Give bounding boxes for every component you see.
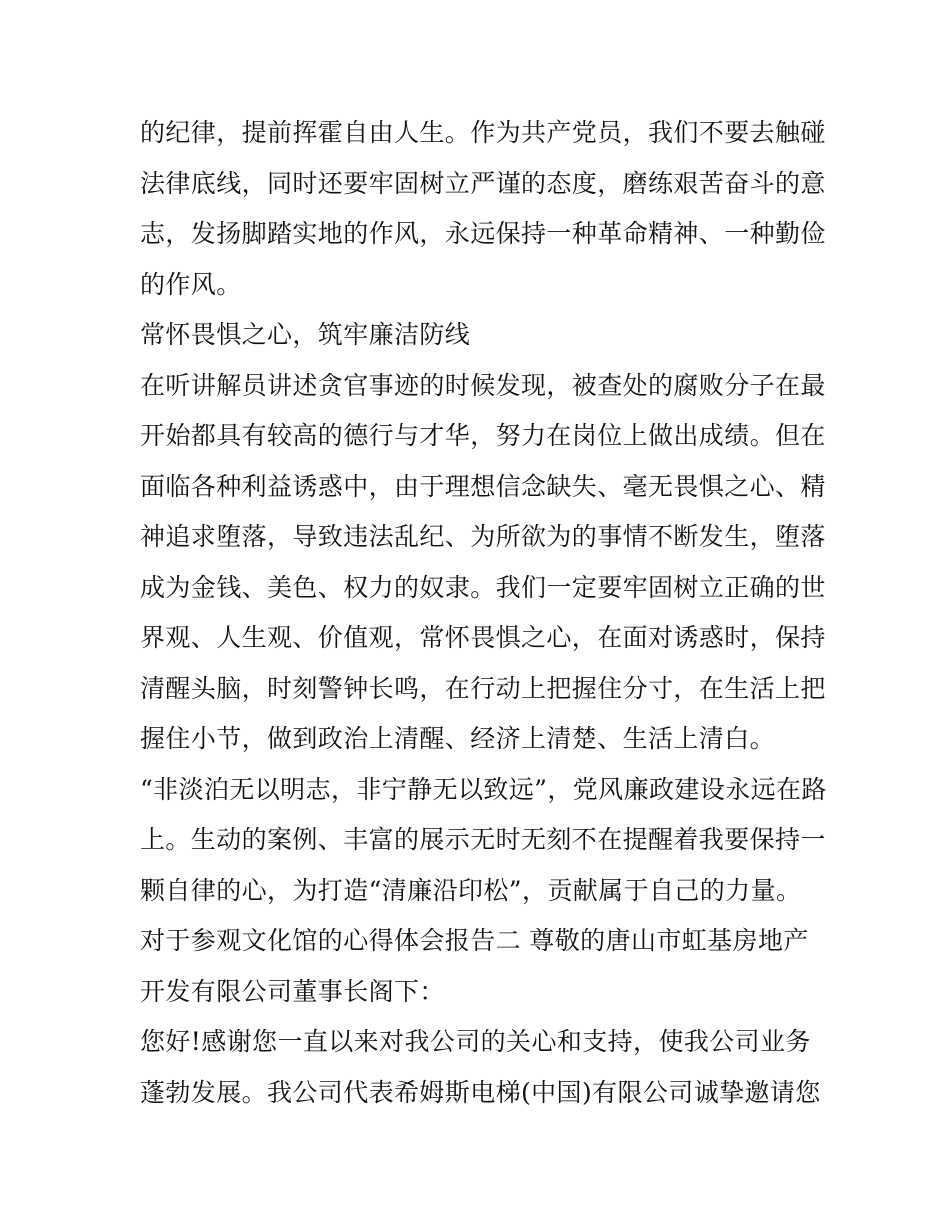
- text-line: 的作风。: [140, 269, 242, 299]
- text-line: 蓬勃发展。我公司代表希姆斯电梯(中国)有限公司诚挚邀请您: [140, 1077, 821, 1107]
- text-line: 对于参观文化馆的心得体会报告二 尊敬的唐山市虹基房地产: [140, 926, 809, 955]
- text-line: 神追求堕落，导致违法乱纪、为所欲为的事情不断发生，堕落: [140, 522, 826, 551]
- section-heading: 常怀畏惧之心，筑牢廉洁防线: [140, 320, 471, 349]
- text-line: 开发有限公司董事长阁下：: [140, 976, 445, 1006]
- text-line: 面临各种利益诱惑中，由于理想信念缺失、毫无畏惧之心、精: [140, 471, 826, 501]
- text-line: 您好!感谢您一直以来对我公司的关心和支持，使我公司业务: [140, 1027, 811, 1056]
- text-line: 法律底线，同时还要牢固树立严谨的态度，磨练艰苦奋斗的意: [140, 168, 826, 198]
- document-body: [140, 108, 827, 1118]
- text-line: 颗自律的心，为打造“清廉沿印松”，贡献属于自己的力量。: [140, 875, 802, 905]
- text-line: 握住小节，做到政治上清醒、经济上清楚、生活上清白。: [140, 724, 776, 753]
- text-line: 志，发扬脚踏实地的作风，永远保持一种革命精神、一种勤俭: [140, 219, 826, 248]
- text-line: 开始都具有较高的德行与才华，努力在岗位上做出成绩。但在: [140, 421, 826, 450]
- text-line: 界观、人生观、价值观，常怀畏惧之心，在面对诱惑时，保持: [140, 623, 826, 652]
- text-line: 的纪律，提前挥霍自由人生。作为共产党员，我们不要去触碰: [140, 118, 826, 147]
- text-line: 清醒头脑，时刻警钟长鸣，在行动上把握住分寸，在生活上把: [140, 673, 826, 703]
- text-line: 在听讲解员讲述贪官事迹的时候发现，被查处的腐败分子在最: [140, 370, 826, 400]
- text-line: “非淡泊无以明志，非宁静无以致远”，党风廉政建设永远在路: [140, 774, 827, 804]
- text-line: 成为金钱、美色、权力的奴隶。我们一定要牢固树立正确的世: [140, 572, 826, 602]
- text-line: 上。生动的案例、丰富的展示无时无刻不在提醒着我要保持一: [140, 825, 826, 854]
